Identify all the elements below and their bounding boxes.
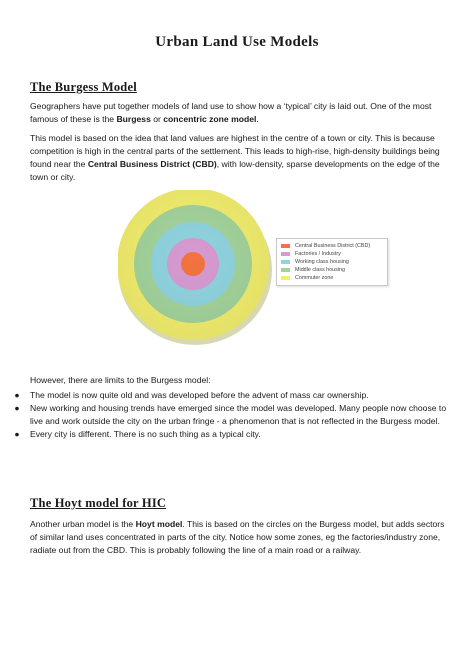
legend-label-factories: Factories / Industry: [295, 251, 341, 257]
limits-list: [12, 389, 452, 441]
list-item-text: The model is now quite old and was developed before the advent of mass car ownership.: [30, 390, 369, 400]
ring-shading-overlay: [118, 190, 269, 340]
legend-label-cbd: Central Business District (CBD): [295, 243, 371, 249]
legend-item-factories: [281, 250, 383, 258]
diagram-legend: [276, 238, 388, 286]
legend-item-commuter: [281, 274, 383, 282]
burgess-intro-text-c: or: [150, 114, 164, 124]
list-item: [12, 428, 452, 441]
list-item-text: New working and housing trends have emerged since the model was developed. Many people now choose to live and work outside the city on the urban fringe - a phenomenon that is not reflected in the Burgess model.: [30, 403, 447, 426]
legend-swatch-cbd: [281, 244, 290, 248]
burgess-intro-text-d: .: [256, 114, 259, 124]
hoyt-text-c: . This is based on the circles on the Burgess model, but adds sectors of similar land uses concentrated in parts of the city. Notice how some zones, eg the factories/industry zone, radiate out from the CBD. This is probably following the line of a main road or a railway.: [30, 519, 445, 555]
legend-swatch-working-class: [281, 260, 290, 264]
concentric-zone-term: concentric zone model: [163, 114, 257, 124]
limits-intro: However, there are limits to the Burgess model:: [30, 375, 211, 385]
legend-swatch-middle-class: [281, 268, 290, 272]
burgess-explanation-paragraph: [30, 132, 450, 184]
burgess-intro-text-a: Geographers have put together models of land use to show how a ‘typical’ city is laid out. One of the most famous of these is the: [30, 101, 432, 124]
bullet-icon: ●: [14, 403, 20, 413]
hoyt-text-a: Another urban model is the: [30, 519, 136, 529]
legend-label-commuter: Commuter zone: [295, 275, 334, 281]
page-title: Urban Land Use Models: [155, 34, 319, 50]
burgess-explanation-text-a: This model is based on the idea that land values are highest in the centre of a town or city. This is because competition is high in the central parts of the settlement. This leads to high-rise, high-density buildings being found near the: [30, 133, 440, 169]
hoyt-term: Hoyt model: [135, 519, 183, 529]
burgess-intro-paragraph: [30, 100, 450, 126]
burgess-heading: The Burgess Model: [30, 80, 137, 94]
burgess-explanation-text-c: , with low-density, sparse developments on the edge of the town or city.: [30, 159, 440, 182]
hoyt-paragraph: [30, 518, 450, 557]
legend-label-middle-class: Middle class housing: [295, 267, 346, 273]
cbd-term: Central Business District (CBD): [87, 159, 217, 169]
list-item: [12, 402, 452, 428]
legend-swatch-commuter: [281, 276, 290, 280]
list-item-text: Every city is different. There is no such thing as a typical city.: [30, 429, 261, 439]
hoyt-heading: The Hoyt model for HIC: [30, 496, 167, 510]
legend-item-middle-class: [281, 266, 383, 274]
bullet-icon: ●: [14, 429, 20, 439]
list-item: [12, 389, 452, 402]
burgess-term: Burgess: [116, 114, 151, 124]
legend-label-working-class: Working class housing: [295, 259, 349, 265]
legend-item-working-class: [281, 258, 383, 266]
legend-item-cbd: [281, 242, 383, 250]
bullet-icon: ●: [14, 390, 20, 400]
legend-swatch-factories: [281, 252, 290, 256]
rings-group: [118, 190, 269, 340]
